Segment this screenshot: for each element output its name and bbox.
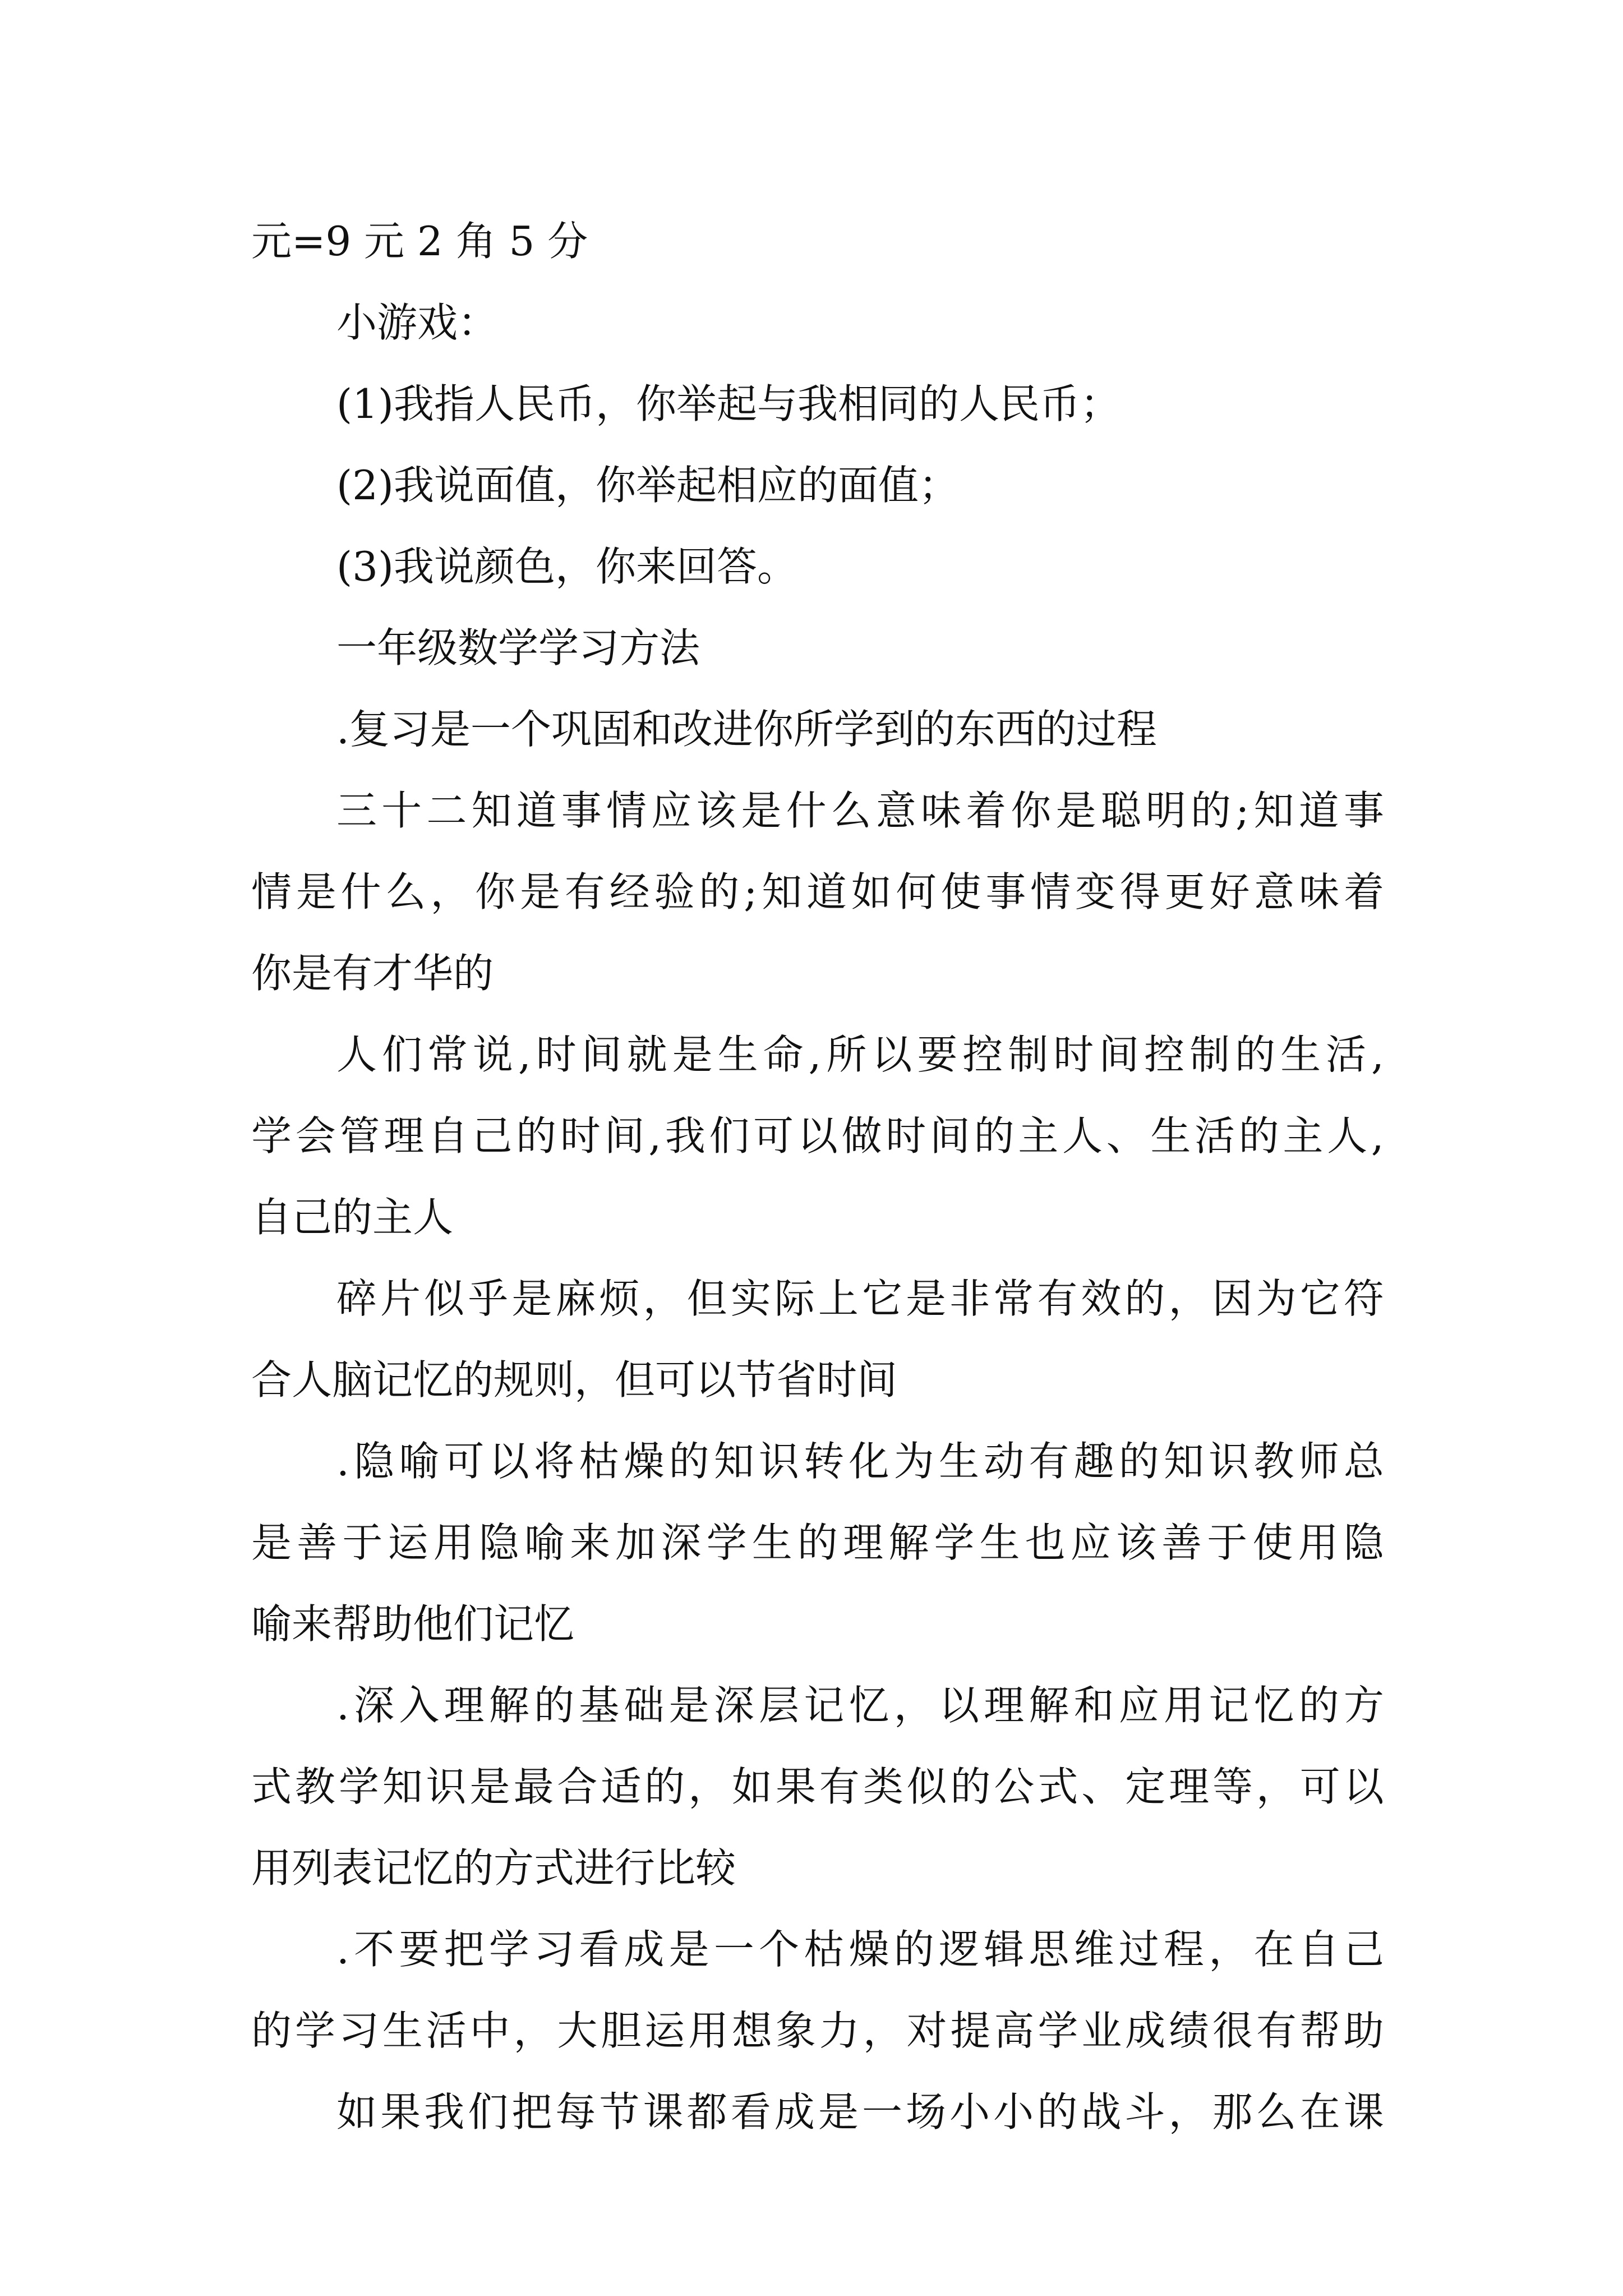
text-line: 学 会 管 理 自 己 的 时 间 , 我 们 可 以 做 时 间 的 主 人 、 生 活 的 主 人 , [251, 1112, 1384, 1159]
text-line: 碎 片 似 乎 是 麻 烦 ， 但 实 际 上 它 是 非 常 有 效 的 ， 因 为 它 符 [336, 1275, 1384, 1322]
text-line: . 隐 喻 可 以 将 枯 燥 的 知 识 转 化 为 生 动 有 趣 的 知 识 教 师 总 [336, 1438, 1384, 1485]
section-heading: 一年级数学学习方法 [336, 624, 700, 671]
text-line: 喻来帮助他们记忆 [251, 1600, 575, 1648]
text-line: 小游戏： [336, 299, 499, 346]
text-line: 如 果 我 们 把 每 节 课 都 看 成 是 一 场 小 小 的 战 斗 ， 那 么 在 课 [336, 2088, 1384, 2136]
text-line: 用列表记忆的方式进行比较 [251, 1844, 736, 1892]
text-line: 三 十 二 知 道 事 情 应 该 是 什 么 意 味 着 你 是 聪 明 的 ; 知 道 事 [336, 787, 1384, 834]
text-line: 自己的主人 [251, 1194, 454, 1241]
text-line: 合人脑记忆的规则，但可以节省时间 [251, 1356, 898, 1404]
text-line: (3)我说颜色，你来回答。 [336, 543, 797, 590]
text-line: . 不 要 把 学 习 看 成 是 一 个 枯 燥 的 逻 辑 思 维 过 程 ， 在 自 己 [336, 1926, 1384, 1973]
text-line: (2)我说面值，你举起相应的面值； [336, 462, 959, 509]
text-line: . 深 入 理 解 的 基 础 是 深 层 记 忆 ， 以 理 解 和 应 用 记 忆 的 方 [336, 1682, 1384, 1729]
text-line: 元=9 元 2 角 5 分 [251, 218, 588, 265]
text-line: 情 是 什 么 ， 你 是 有 经 验 的 ; 知 道 如 何 使 事 情 变 得 更 好 意 味 着 [251, 868, 1384, 915]
text-line: .复习是一个巩固和改进你所学到的东西的过程 [336, 706, 1157, 753]
text-line: 式 教 学 知 识 是 最 合 适 的 ， 如 果 有 类 似 的 公 式 、 定 理 等 ， 可 以 [251, 1763, 1384, 1810]
text-line: 的 学 习 生 活 中 ， 大 胆 运 用 想 象 力 ， 对 提 高 学 业 成 绩 很 有 帮 助 [251, 2007, 1384, 2054]
text-line: (1)我指人民币，你举起与我相同的人民币； [336, 380, 1121, 427]
text-line: 你是有才华的 [251, 950, 494, 997]
text-line: 是 善 于 运 用 隐 喻 来 加 深 学 生 的 理 解 学 生 也 应 该 善 于 使 用 隐 [251, 1519, 1384, 1566]
text-line: 人 们 常 说 , 时 间 就 是 生 命 , 所 以 要 控 制 时 间 控 制 的 生 活 , [336, 1031, 1384, 1078]
